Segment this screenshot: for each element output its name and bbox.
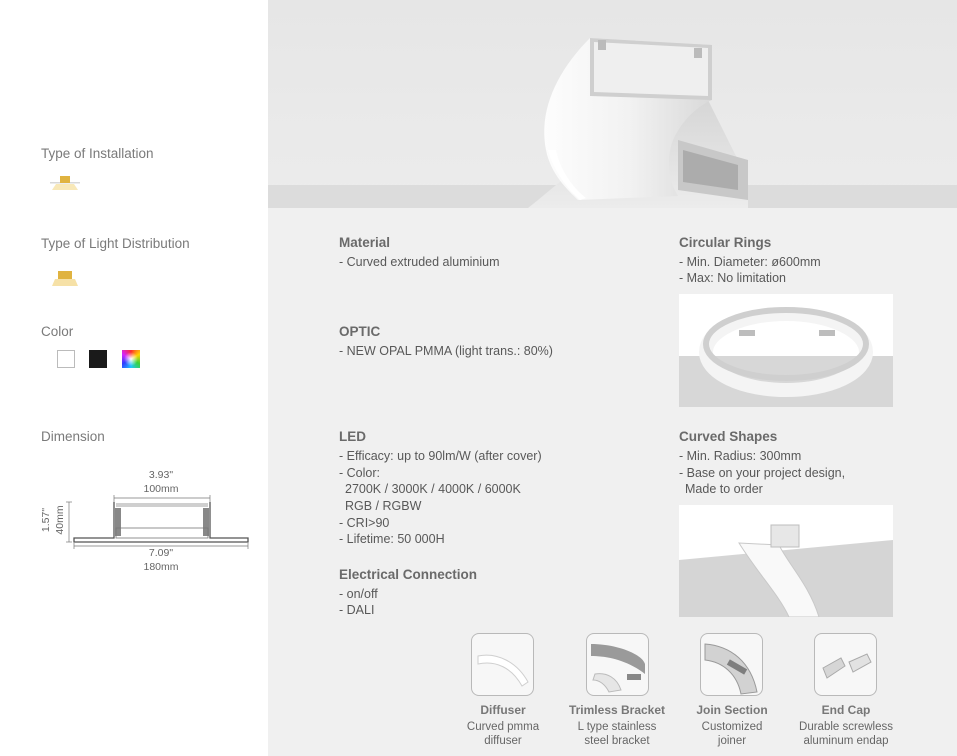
curved-shape-image — [679, 505, 893, 617]
circular-ring-image — [679, 294, 893, 407]
accessory-desc: Customized joiner — [701, 721, 763, 747]
electrical-line: - DALI — [339, 603, 375, 617]
product-panel — [268, 0, 957, 756]
color-swatch-white[interactable] — [57, 350, 75, 368]
dim-height-in: 1.57" — [40, 507, 52, 533]
rings-title: Circular Rings — [679, 235, 772, 250]
dimension-drawing — [40, 462, 255, 577]
accessory-desc: Curved pmma diffuser — [466, 721, 540, 747]
rings-line: - Min. Diameter: ø600mm — [679, 255, 821, 269]
dim-height-mm: 40mm — [54, 505, 66, 535]
electrical-title: Electrical Connection — [339, 567, 478, 582]
material-title: Material — [339, 235, 391, 250]
dim-flange-in: 7.09" — [148, 547, 174, 559]
led-line: - Color: — [339, 466, 380, 480]
led-line: - Efficacy: up to 90lm/W (after cover) — [339, 449, 542, 463]
dimension-title: Dimension — [41, 429, 105, 444]
hero-product-image — [268, 0, 957, 208]
accessory-name: Trimless Bracket — [568, 703, 666, 717]
spec-sidebar — [0, 0, 268, 756]
end-cap-icon — [814, 633, 877, 696]
shapes-line: - Min. Radius: 300mm — [679, 449, 802, 463]
rings-line: - Max: No limitation — [679, 271, 786, 285]
dim-width-mm: 100mm — [143, 483, 179, 495]
color-swatch-black[interactable] — [89, 350, 107, 368]
recessed-install-icon — [50, 174, 80, 190]
shapes-title: Curved Shapes — [679, 429, 778, 444]
material-line: - Curved extruded aluminium — [339, 255, 500, 269]
optic-line: - NEW OPAL PMMA (light trans.: 80%) — [339, 344, 553, 358]
led-line: - CRI>90 — [339, 516, 390, 530]
accessory-name: Join Section — [696, 703, 768, 717]
led-line: 2700K / 3000K / 4000K / 6000K — [345, 482, 521, 496]
curved-profile-render — [268, 0, 957, 208]
diffuser-icon — [471, 633, 534, 696]
led-title: LED — [339, 429, 366, 444]
led-line: RGB / RGBW — [345, 499, 422, 513]
distribution-title: Type of Light Distribution — [41, 236, 190, 251]
color-swatch-rgb[interactable] — [122, 350, 140, 368]
led-line: - Lifetime: 50 000H — [339, 532, 445, 546]
joiner-icon — [700, 633, 763, 696]
shapes-line: Made to order — [685, 482, 763, 496]
dim-flange-mm: 180mm — [143, 561, 179, 573]
accessory-desc: L type stainless steel bracket — [577, 721, 657, 747]
direct-light-icon — [50, 270, 80, 286]
color-title: Color — [41, 324, 74, 339]
accessory-name: End Cap — [821, 703, 871, 717]
electrical-line: - on/off — [339, 587, 378, 601]
optic-title: OPTIC — [339, 324, 381, 339]
accessory-desc: Durable screwless aluminum endap — [799, 721, 893, 747]
bracket-icon — [586, 633, 649, 696]
accessory-name: Diffuser — [480, 703, 526, 717]
installation-title: Type of Installation — [41, 146, 154, 161]
dim-width-in: 3.93" — [148, 469, 174, 481]
shapes-line: - Base on your project design, — [679, 466, 846, 480]
